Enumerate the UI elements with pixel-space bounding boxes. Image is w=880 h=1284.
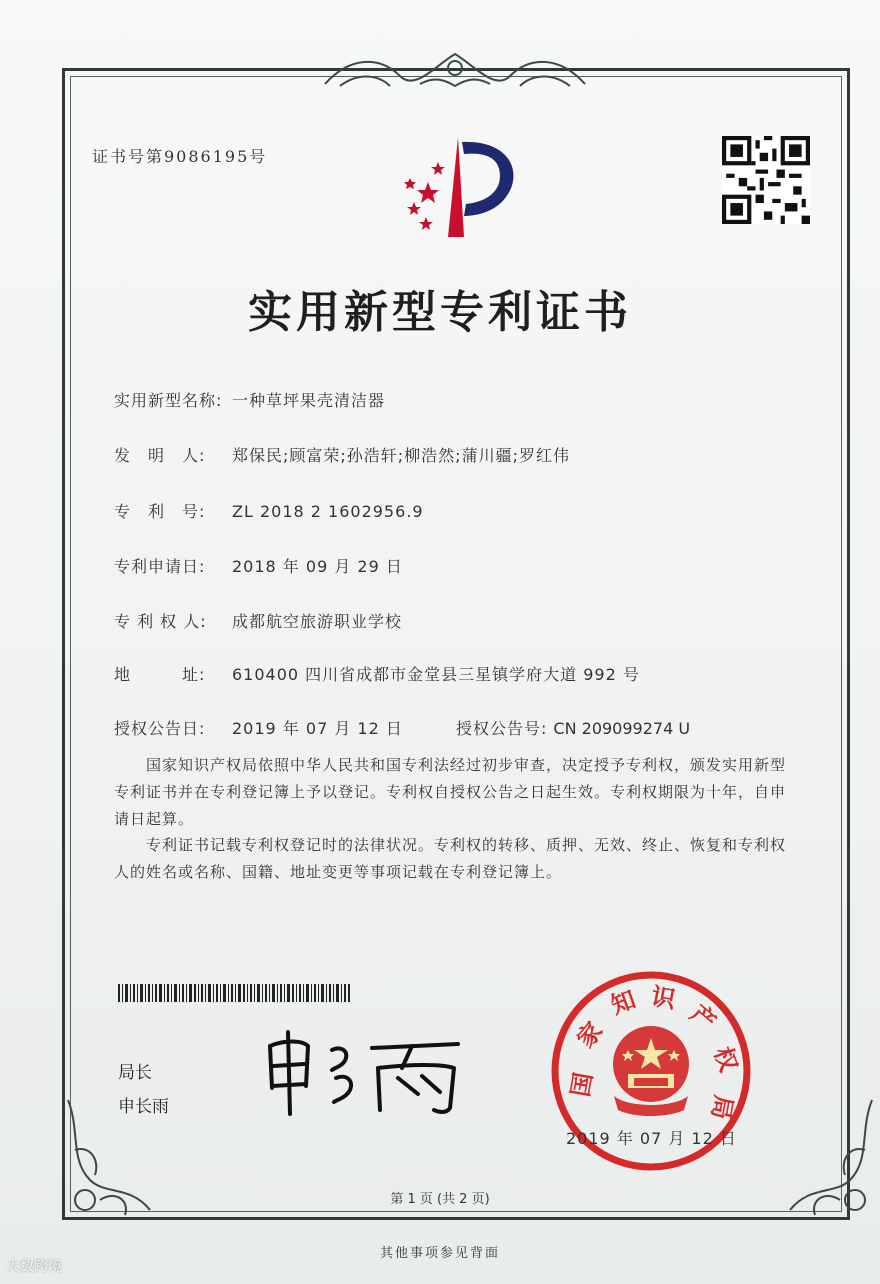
field-value: 一种草坪果壳清洁器 — [232, 391, 386, 410]
seal-date: 2019 年 07 月 12 日 — [566, 1129, 737, 1148]
field-value: ZL 2018 2 1602956.9 — [232, 502, 424, 521]
footer-note: 其他事项参见背面 — [379, 1246, 500, 1261]
svg-text:产: 产 — [684, 999, 722, 1037]
certificate-number: 证书号第9086195号 — [92, 147, 268, 166]
field-value: 2018 年 09 月 29 日 — [232, 557, 403, 576]
director-signature — [262, 1028, 472, 1118]
director-name: 申长雨 — [118, 1097, 169, 1117]
svg-text:国: 国 — [566, 1070, 598, 1099]
field-label: 发 明 人: — [114, 446, 206, 465]
field-address — [114, 662, 640, 685]
svg-text:识: 识 — [649, 982, 678, 1014]
field-label: 专利申请日: — [114, 557, 206, 576]
field-patent-number — [114, 499, 424, 522]
field-value: 成都航空旅游职业学校 — [232, 612, 403, 631]
bottom-right-ornament — [770, 1090, 880, 1230]
field-grant-date — [114, 716, 403, 739]
field-inventors — [114, 443, 570, 466]
field-value: 郑保民;顾富荣;孙浩轩;柳浩然;蒲川疆;罗红伟 — [232, 446, 570, 465]
field-label: 专 利 号: — [114, 502, 206, 521]
svg-text:权: 权 — [708, 1043, 743, 1076]
svg-text:知: 知 — [607, 985, 640, 1020]
director-title: 局长 — [118, 1063, 152, 1083]
svg-text:家: 家 — [571, 1016, 609, 1054]
field-label: 专 利 权 人: — [114, 612, 207, 631]
field-utility-model-name — [114, 388, 385, 411]
field-patentee — [114, 609, 402, 632]
page-indicator: 第 1 页 (共 2 页) — [390, 1192, 490, 1207]
watermark: 大数跨境 — [6, 1259, 62, 1275]
qr-code — [722, 136, 810, 224]
field-value: CN 209099274 U — [553, 719, 691, 738]
svg-text:局: 局 — [706, 1093, 738, 1122]
field-label: 地 址: — [114, 665, 206, 684]
cnipa-logo — [390, 132, 530, 242]
field-label: 授权公告日: — [114, 719, 206, 738]
document-title: 实用新型专利证书 — [248, 287, 632, 338]
barcode — [118, 984, 350, 1002]
legal-paragraph-2: 专利证书记载专利权登记时的法律状况。专利权的转移、质押、无效、终止、恢复和专利权人的姓名或名称、国籍、地址变更等事项记载在专利登记簿上。 — [114, 836, 787, 881]
field-grant-number — [456, 716, 690, 739]
field-label: 实用新型名称: — [114, 391, 223, 410]
field-value: 610400 四川省成都市金堂县三星镇学府大道 992 号 — [232, 665, 640, 684]
top-ornament — [320, 46, 590, 96]
field-filing-date — [114, 554, 403, 577]
legal-paragraph-1: 国家知识产权局依照中华人民共和国专利法经过初步审查，决定授予专利权，颁发实用新型专利证书并在专利登记簿上予以登记。专利权自授权公告之日起生效。专利权期限为十年，自申请日起算。 — [114, 756, 787, 828]
field-value: 2019 年 07 月 12 日 — [232, 719, 403, 738]
field-label: 授权公告号: — [456, 719, 548, 738]
